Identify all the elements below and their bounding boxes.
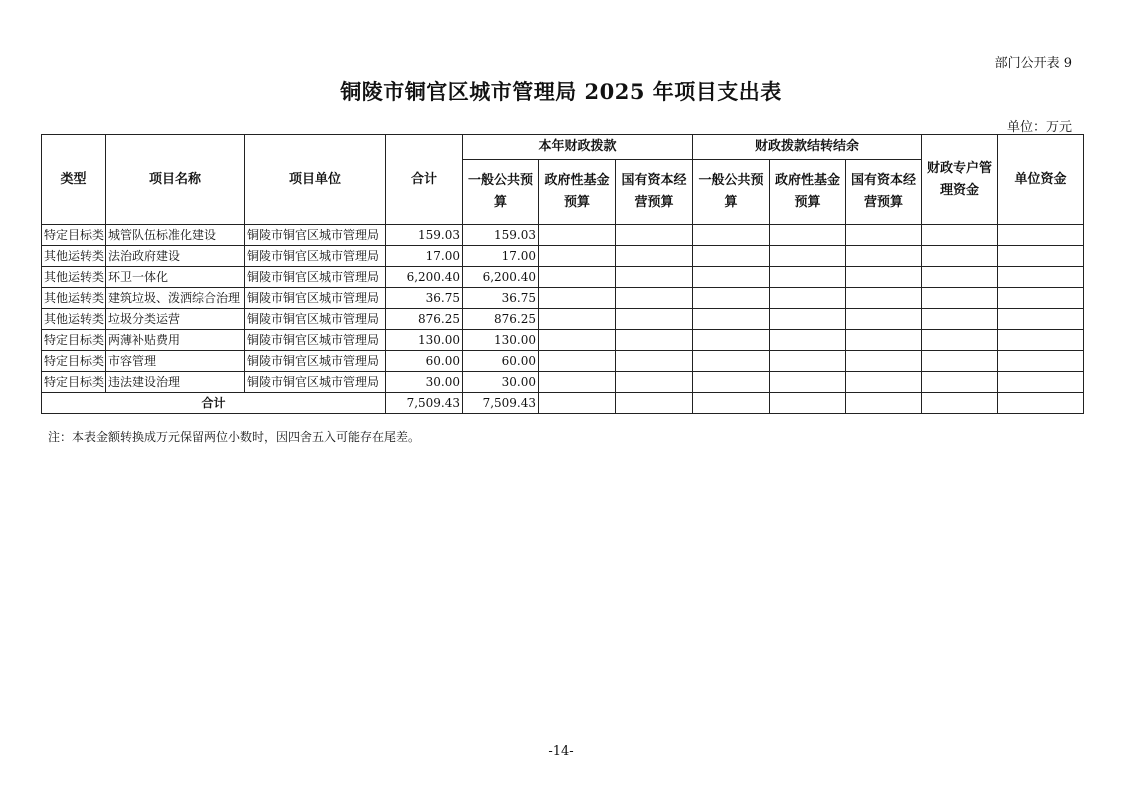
cell-project-unit: 铜陵市铜官区城市管理局 bbox=[245, 330, 386, 351]
empty-cell bbox=[616, 246, 693, 267]
empty-cell bbox=[693, 393, 770, 414]
empty-cell bbox=[693, 309, 770, 330]
empty-cell bbox=[539, 225, 616, 246]
empty-cell bbox=[693, 267, 770, 288]
total-row bbox=[42, 393, 1084, 414]
empty-cell bbox=[998, 246, 1084, 267]
cell-general-budget: 159.03 bbox=[463, 225, 539, 246]
empty-cell bbox=[693, 330, 770, 351]
empty-cell bbox=[770, 393, 846, 414]
empty-cell bbox=[846, 372, 922, 393]
table-row bbox=[42, 330, 1084, 351]
total-general-budget: 7,509.43 bbox=[463, 393, 539, 414]
empty-cell bbox=[922, 372, 998, 393]
header-carryover-state-capital: 国有资本经营预算 bbox=[846, 160, 922, 225]
empty-cell bbox=[693, 288, 770, 309]
empty-cell bbox=[998, 309, 1084, 330]
empty-cell bbox=[922, 309, 998, 330]
empty-cell bbox=[539, 288, 616, 309]
empty-cell bbox=[770, 246, 846, 267]
cell-total: 36.75 bbox=[386, 288, 463, 309]
empty-cell bbox=[922, 246, 998, 267]
empty-cell bbox=[539, 393, 616, 414]
empty-cell bbox=[770, 225, 846, 246]
cell-project-name: 城管队伍标准化建设 bbox=[106, 225, 245, 246]
empty-cell bbox=[846, 246, 922, 267]
empty-cell bbox=[770, 330, 846, 351]
cell-total: 159.03 bbox=[386, 225, 463, 246]
header-carryover-gov-fund: 政府性基金预算 bbox=[770, 160, 846, 225]
cell-type: 其他运转类 bbox=[42, 309, 106, 330]
empty-cell bbox=[616, 309, 693, 330]
cell-type: 特定目标类 bbox=[42, 372, 106, 393]
footnote: 注：本表金额转换成万元保留两位小数时，因四舍五入可能存在尾差。 bbox=[48, 430, 421, 444]
total-amount: 7,509.43 bbox=[386, 393, 463, 414]
cell-general-budget: 6,200.40 bbox=[463, 267, 539, 288]
cell-type: 其他运转类 bbox=[42, 288, 106, 309]
header-unit-fund: 单位资金 bbox=[998, 135, 1084, 225]
cell-type: 特定目标类 bbox=[42, 225, 106, 246]
cell-project-name: 建筑垃圾、泼洒综合治理 bbox=[106, 288, 245, 309]
empty-cell bbox=[539, 372, 616, 393]
empty-cell bbox=[616, 393, 693, 414]
cell-project-unit: 铜陵市铜官区城市管理局 bbox=[245, 225, 386, 246]
empty-cell bbox=[770, 267, 846, 288]
cell-total: 130.00 bbox=[386, 330, 463, 351]
empty-cell bbox=[846, 267, 922, 288]
table-row bbox=[42, 288, 1084, 309]
empty-cell bbox=[539, 267, 616, 288]
cell-project-unit: 铜陵市铜官区城市管理局 bbox=[245, 351, 386, 372]
cell-project-unit: 铜陵市铜官区城市管理局 bbox=[245, 267, 386, 288]
cell-type: 其他运转类 bbox=[42, 267, 106, 288]
table-row bbox=[42, 225, 1084, 246]
document-label: 部门公开表 9 bbox=[994, 56, 1072, 71]
cell-general-budget: 130.00 bbox=[463, 330, 539, 351]
empty-cell bbox=[998, 330, 1084, 351]
empty-cell bbox=[846, 225, 922, 246]
empty-cell bbox=[616, 351, 693, 372]
cell-general-budget: 17.00 bbox=[463, 246, 539, 267]
empty-cell bbox=[998, 288, 1084, 309]
header-current-year-appropriation: 本年财政拨款 bbox=[463, 135, 693, 160]
cell-project-name: 市容管理 bbox=[106, 351, 245, 372]
cell-general-budget: 876.25 bbox=[463, 309, 539, 330]
empty-cell bbox=[922, 351, 998, 372]
cell-project-name: 环卫一体化 bbox=[106, 267, 245, 288]
cell-total: 30.00 bbox=[386, 372, 463, 393]
empty-cell bbox=[616, 288, 693, 309]
cell-project-unit: 铜陵市铜官区城市管理局 bbox=[245, 309, 386, 330]
cell-total: 17.00 bbox=[386, 246, 463, 267]
header-current-state-capital: 国有资本经营预算 bbox=[616, 160, 693, 225]
cell-type: 其他运转类 bbox=[42, 246, 106, 267]
empty-cell bbox=[846, 288, 922, 309]
cell-type: 特定目标类 bbox=[42, 351, 106, 372]
cell-project-name: 两薄补贴费用 bbox=[106, 330, 245, 351]
table-row bbox=[42, 351, 1084, 372]
empty-cell bbox=[539, 309, 616, 330]
page-number: -14- bbox=[548, 744, 574, 759]
empty-cell bbox=[998, 393, 1084, 414]
empty-cell bbox=[693, 225, 770, 246]
page-title: 铜陵市铜官区城市管理局 2025 年项目支出表 bbox=[340, 79, 782, 104]
empty-cell bbox=[616, 267, 693, 288]
empty-cell bbox=[922, 288, 998, 309]
header-current-general-budget: 一般公共预算 bbox=[463, 160, 539, 225]
empty-cell bbox=[539, 351, 616, 372]
empty-cell bbox=[998, 372, 1084, 393]
table-row bbox=[42, 246, 1084, 267]
empty-cell bbox=[846, 309, 922, 330]
cell-project-unit: 铜陵市铜官区城市管理局 bbox=[245, 246, 386, 267]
cell-project-name: 法治政府建设 bbox=[106, 246, 245, 267]
empty-cell bbox=[922, 267, 998, 288]
project-expenditure-table bbox=[41, 134, 1084, 414]
cell-general-budget: 36.75 bbox=[463, 288, 539, 309]
header-project-name: 项目名称 bbox=[106, 135, 245, 225]
empty-cell bbox=[539, 330, 616, 351]
empty-cell bbox=[998, 351, 1084, 372]
empty-cell bbox=[693, 246, 770, 267]
header-carryover-balance: 财政拨款结转结余 bbox=[693, 135, 922, 160]
empty-cell bbox=[998, 267, 1084, 288]
empty-cell bbox=[693, 351, 770, 372]
empty-cell bbox=[922, 393, 998, 414]
cell-total: 60.00 bbox=[386, 351, 463, 372]
cell-total: 876.25 bbox=[386, 309, 463, 330]
cell-total: 6,200.40 bbox=[386, 267, 463, 288]
empty-cell bbox=[922, 225, 998, 246]
cell-project-name: 垃圾分类运营 bbox=[106, 309, 245, 330]
empty-cell bbox=[846, 393, 922, 414]
empty-cell bbox=[770, 372, 846, 393]
header-project-unit: 项目单位 bbox=[245, 135, 386, 225]
empty-cell bbox=[846, 330, 922, 351]
empty-cell bbox=[922, 330, 998, 351]
header-type: 类型 bbox=[42, 135, 106, 225]
header-carryover-general-budget: 一般公共预算 bbox=[693, 160, 770, 225]
cell-project-name: 违法建设治理 bbox=[106, 372, 245, 393]
empty-cell bbox=[770, 351, 846, 372]
table-row bbox=[42, 372, 1084, 393]
empty-cell bbox=[770, 288, 846, 309]
table-row bbox=[42, 267, 1084, 288]
empty-cell bbox=[616, 372, 693, 393]
cell-project-unit: 铜陵市铜官区城市管理局 bbox=[245, 288, 386, 309]
empty-cell bbox=[846, 351, 922, 372]
cell-general-budget: 30.00 bbox=[463, 372, 539, 393]
cell-general-budget: 60.00 bbox=[463, 351, 539, 372]
cell-type: 特定目标类 bbox=[42, 330, 106, 351]
empty-cell bbox=[539, 246, 616, 267]
total-label: 合计 bbox=[42, 393, 386, 414]
empty-cell bbox=[770, 309, 846, 330]
table-row bbox=[42, 309, 1084, 330]
empty-cell bbox=[616, 225, 693, 246]
empty-cell bbox=[998, 225, 1084, 246]
header-special-account-fund: 财政专户管理资金 bbox=[922, 135, 998, 225]
empty-cell bbox=[616, 330, 693, 351]
empty-cell bbox=[693, 372, 770, 393]
unit-label: 单位：万元 bbox=[1006, 120, 1072, 135]
cell-project-unit: 铜陵市铜官区城市管理局 bbox=[245, 372, 386, 393]
header-total: 合计 bbox=[386, 135, 463, 225]
header-current-gov-fund: 政府性基金预算 bbox=[539, 160, 616, 225]
